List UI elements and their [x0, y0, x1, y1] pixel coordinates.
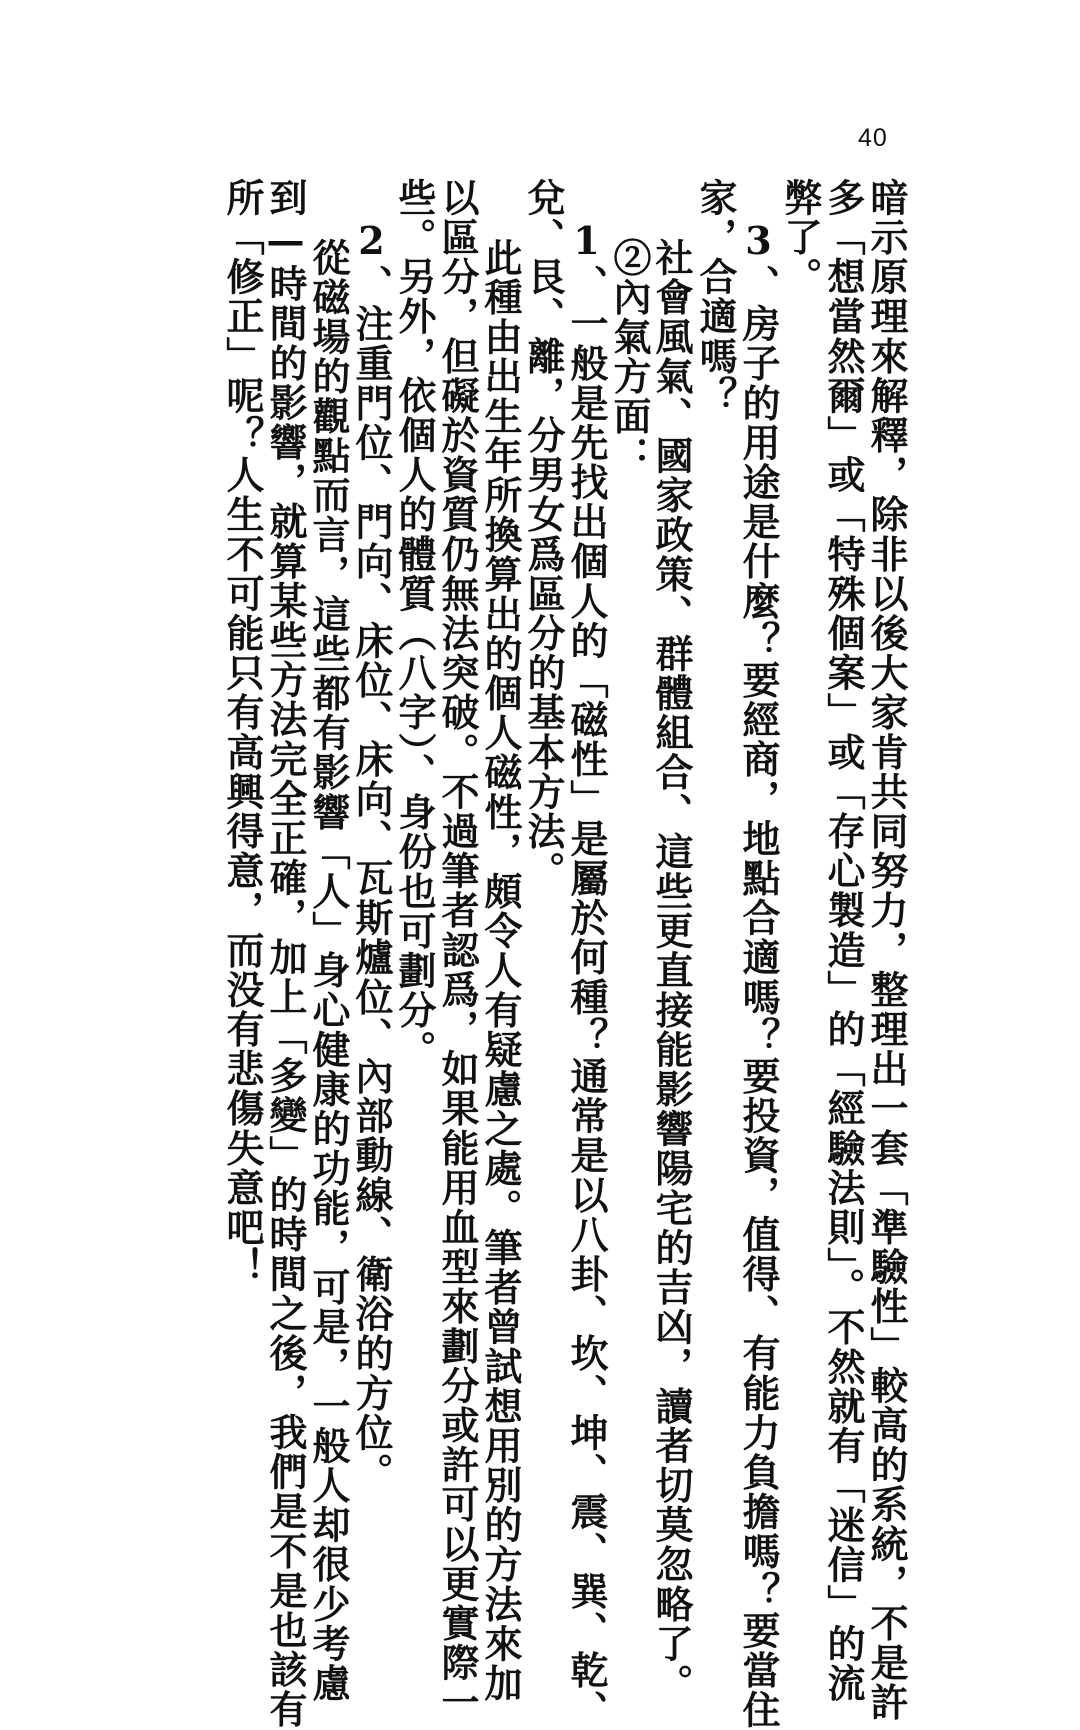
- text-column-13: 2、注重門位、門向、床位、床向、瓦斯爐位、內部動線、衛浴的方位。: [349, 218, 394, 1493]
- page-number: 40: [858, 124, 888, 152]
- text-column-15: 到—時間的影響，就算某些方法完全正確，加上「多變」的時間之後，我們是不是也該有: [263, 178, 308, 1730]
- text-column-10: 此種由出生年所換算出的個人磁性，頗令人有疑慮之處。筆者曾試想用別的方法來加: [478, 238, 523, 1704]
- text-column-9: 兌、艮、離，分男女爲區分的基本方法。: [521, 178, 566, 891]
- text-column-12: 些。另外，依個人的體質（八字）、身份也可劃分。: [392, 178, 437, 1070]
- text-column-6: 社會風氣、國家政策、群體組合、這些更直接能影響陽宅的吉凶，讀者切莫忽略了。: [649, 238, 694, 1704]
- text-column-8: 1、一般是先找出個人的「磁性」是屬於何種？通常是以八卦、坎、坤、震、巽、乾、: [564, 218, 609, 1730]
- section-heading-inner-qi: ②內氣方面：: [607, 238, 652, 476]
- text-column-5: 家，合適嗎？: [693, 178, 738, 416]
- text-column-1: 暗示原理來解釋，除非以後大家肯共同努力，整理出一套「準驗性」較高的系統，不是許: [864, 178, 909, 1723]
- text-column-11: 以區分，但礙於資質仍無法突破。不過筆者認爲，如果能用血型來劃分或許可以更實際一: [435, 178, 480, 1723]
- text-column-2: 多「想當然爾」或「特殊個案」或「存心製造」的「經驗法則」。不然就有「迷信」的流: [821, 178, 866, 1704]
- text-column-4: 3、房子的用途是什麼？要經商，地點合適嗎？要投資，值得、有能力負擔嗎？要當住: [736, 218, 781, 1730]
- text-column-14: 從磁場的觀點而言，這些都有影響「人」身心健康的功能，可是，一般人却很少考慮: [306, 238, 351, 1704]
- text-column-3: 弊了。: [778, 178, 823, 297]
- text-column-16: 所「修正」呢？人生不可能只有高興得意，而没有悲傷失意吧！: [220, 178, 265, 1287]
